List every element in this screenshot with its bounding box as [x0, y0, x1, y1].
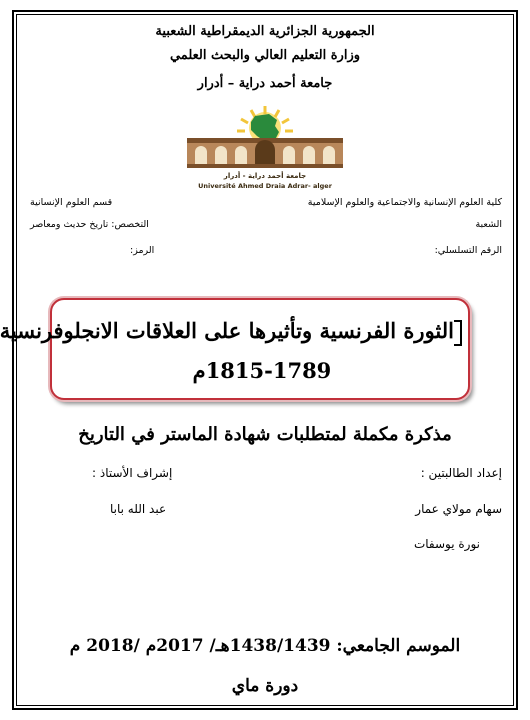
supervisor-name: عبد الله بابا: [110, 502, 167, 516]
department-label: قسم العلوم الإنسانية: [30, 197, 113, 208]
logo-english-name: Université Ahmed Draia Adrar- alger: [198, 182, 332, 190]
code-label: الرمز:: [130, 245, 155, 256]
bracket-mark: [454, 320, 462, 346]
student1-name: سهام مولاي عمار: [415, 502, 502, 516]
session-label: دورة ماي: [231, 676, 299, 696]
ministry-header: وزارة التعليم العالي والبحث العلمي: [169, 48, 361, 63]
thesis-title-years: 1815-1789م: [192, 358, 332, 383]
student2-name: نورة يوسفات: [413, 537, 480, 551]
thesis-title-box: [0, 298, 470, 400]
serial-number-label: الرقم التسلسلي:: [434, 245, 502, 256]
thesis-subtitle: مذكرة مكملة لمتطلبات شهادة الماستر في التاريخ: [78, 424, 452, 445]
university-logo: [185, 104, 345, 172]
arch-building-icon: [187, 138, 343, 168]
university-header: جامعة أحمد دراية – أدرار: [197, 76, 333, 91]
faculty-label: كلية العلوم الإنسانية والاجتماعية والعلوم الإسلامية: [307, 197, 502, 208]
students-label: إعداد الطالبتين :: [420, 466, 502, 480]
supervisor-label: إشراف الأستاذ :: [92, 466, 173, 480]
specialty-label: التخصص: تاريخ حديث ومعاصر: [30, 219, 149, 230]
logo-arabic-name: جامعة أحمد دراية - أدرار: [223, 172, 307, 180]
republic-header: الجمهورية الجزائرية الديمقراطية الشعبية: [155, 24, 375, 39]
branch-label: الشعبة: [475, 219, 502, 230]
academic-year: الموسم الجامعي: 1438/1439هـ/ 2017م /2018 م: [69, 636, 461, 656]
thesis-title-line1: الثورة الفرنسية وتأثيرها على العلاقات الانجلوفرنسية: [0, 318, 454, 343]
